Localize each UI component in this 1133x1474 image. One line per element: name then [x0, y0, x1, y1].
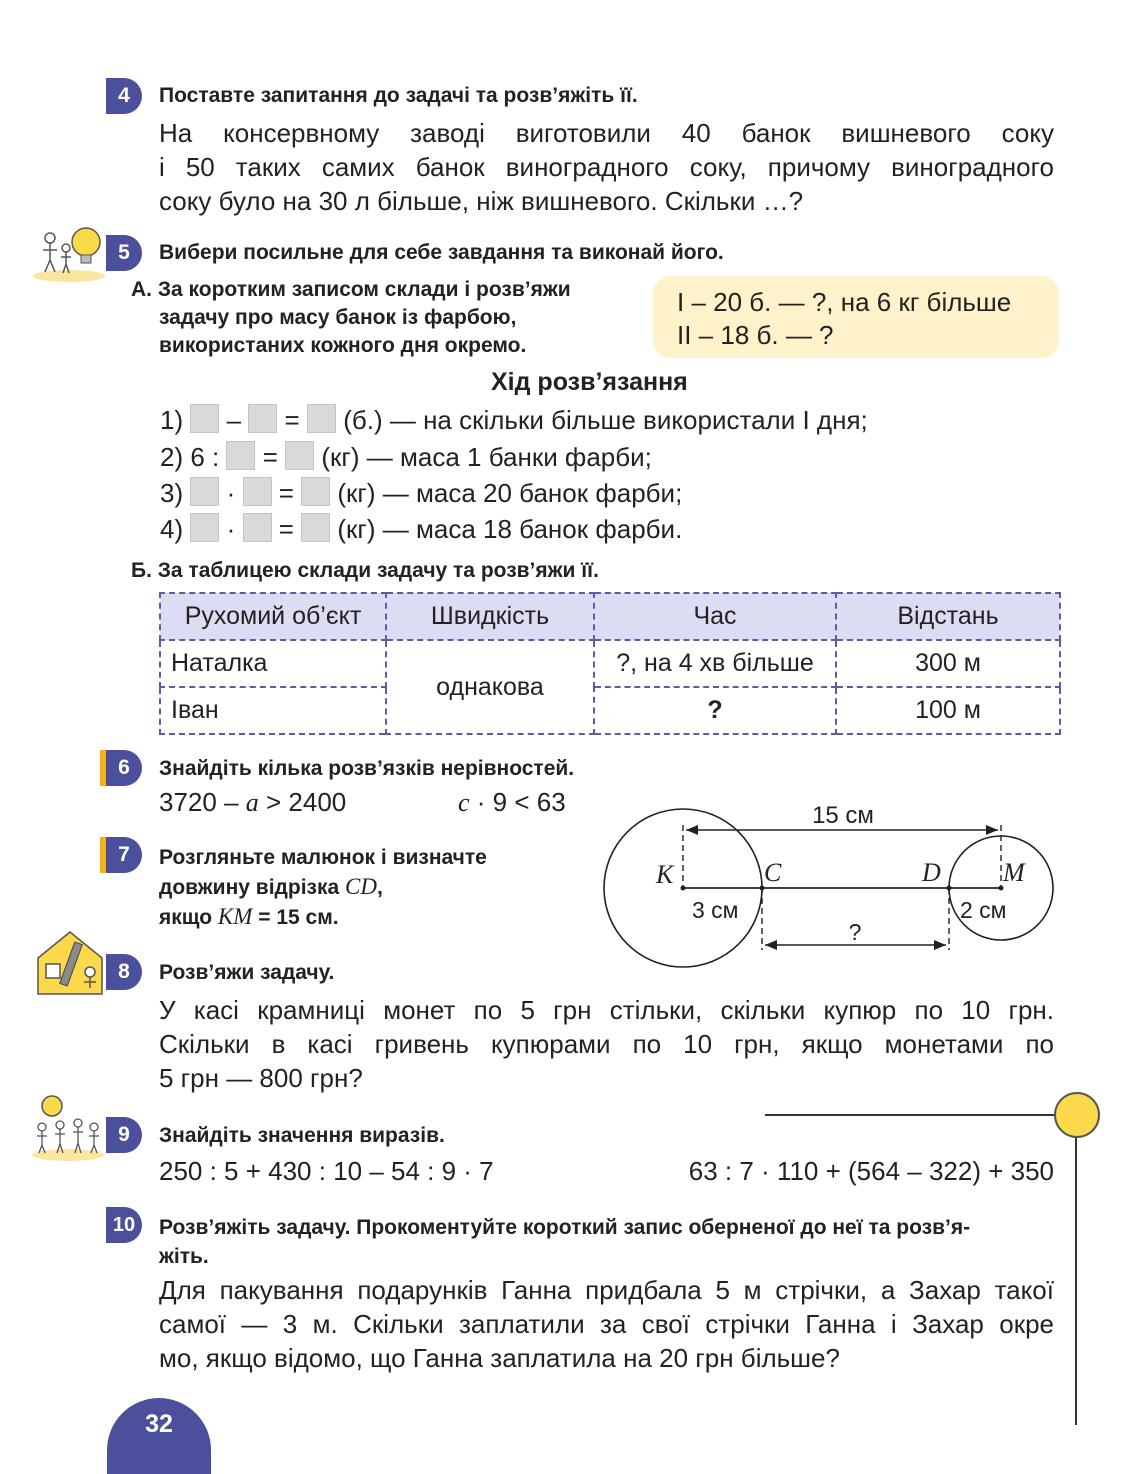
table-header-cell: Відстань: [836, 593, 1060, 640]
task-5a-instruction: [131, 276, 571, 360]
task-7-line-2: довжину відрізка CD,: [159, 874, 383, 899]
answer-box[interactable]: [307, 404, 336, 433]
table-header-cell: Швидкість: [386, 593, 594, 640]
task-number-6: 6: [106, 750, 142, 786]
task-8-text: [159, 993, 1054, 1095]
answer-box[interactable]: [190, 513, 219, 542]
task-7-line-1: Розгляньте малюнок і визначте: [159, 846, 487, 869]
solution-step-1: 1) – = (б.) — на скільки більше використали І дня;: [160, 405, 868, 435]
table-header-cell: Рухомий об’єкт: [160, 593, 386, 640]
task-number-8: 8: [106, 954, 142, 990]
table-header-cell: Час: [594, 593, 836, 640]
answer-box[interactable]: [285, 441, 314, 470]
task-number-9: 9: [106, 1117, 142, 1153]
short-record-note: [653, 276, 1059, 358]
task-10-line-3: мо, якщо відомо, що Ганна заплатила на 20 грн більше?: [159, 1343, 840, 1373]
table-row: [160, 640, 1060, 687]
table-row: [160, 687, 1060, 734]
task-5-instruction: Вибери посильне для себе завдання та виконай його.: [159, 241, 724, 264]
task-number-7: 7: [106, 837, 142, 873]
decorative-vertical-line: [1075, 1135, 1077, 1425]
table-header-row: [160, 593, 1060, 640]
page-number: 32: [107, 1398, 211, 1474]
answer-box[interactable]: [190, 404, 219, 433]
task-7-instruction: [159, 843, 487, 932]
task-10-instr-line-1: Розв’яжіть задачу. Прокоментуйте короткий запис оберненої до неї та розв’я-: [159, 1216, 971, 1239]
unknown-cd-label: ?: [848, 919, 862, 945]
radius-3cm-label: 3 см: [692, 897, 739, 923]
task-10-line-2: самої — 3 м. Скільки заплатили за свої стрічки Ганна і Захар окре: [159, 1309, 1054, 1339]
task-number-4: 4: [106, 78, 142, 114]
task-number-5: 5: [106, 235, 142, 271]
task-6-instruction: Знайдіть кілька розв’язків нерівностей.: [159, 757, 575, 780]
point-c-label: C: [764, 858, 782, 887]
figure-label-15cm: 15 см: [812, 802, 874, 829]
task-4-text: [159, 116, 1054, 218]
lightbulb-people-icon: [30, 222, 108, 284]
short-record-line-1: І – 20 б. — ?, на 6 кг більше: [677, 287, 1012, 317]
solution-title: Хід розв’язання: [491, 368, 688, 396]
inequality-2: c · 9 < 63: [458, 787, 566, 817]
table-cell: 100 м: [836, 687, 1060, 734]
circles-figure: [598, 795, 1068, 975]
task-10-instruction: [159, 1213, 1054, 1271]
task-5a-line-2: задачу про масу банок із фарбою,: [159, 306, 517, 329]
task-4-line-3: соку було на 30 л більше, ніж вишневого. Скільки …?: [159, 186, 804, 216]
task-8-line-3: 5 грн — 800 грн?: [159, 1063, 363, 1093]
task-9-instruction: Знайдіть значення виразів.: [159, 1124, 445, 1147]
solution-step-2: 2) 6 : = (кг) — маса 1 банки фарби;: [160, 442, 652, 472]
solution-step-3: 3) · = (кг) — маса 20 банок фарби;: [160, 478, 683, 508]
task-5a-line-1: А. За коротким записом склади і розв’яжи: [131, 278, 571, 301]
motion-table: [159, 592, 1061, 735]
decorative-line: [765, 1114, 1057, 1116]
task-7-line-3: якщо KM = 15 см.: [159, 904, 339, 929]
table-cell: Іван: [160, 687, 386, 734]
inequality-1: 3720 – a > 2400: [159, 787, 347, 817]
answer-box[interactable]: [243, 477, 272, 506]
task-8-line-2: Скільки в касі гривень купюрами по 10 грн, якщо монетами по: [159, 1029, 1054, 1059]
table-cell: однакова: [386, 640, 594, 734]
task-10-instr-line-2: жіть.: [159, 1245, 209, 1268]
answer-box[interactable]: [301, 513, 330, 542]
solution-step-4: 4) · = (кг) — маса 18 банок фарби.: [160, 514, 683, 544]
answer-box[interactable]: [190, 477, 219, 506]
answer-box[interactable]: [248, 404, 277, 433]
radius-2cm-label: 2 см: [960, 897, 1007, 923]
expression-2: 63 : 7 · 110 + (564 – 322) + 350: [688, 1156, 1054, 1186]
task-number-10: 10: [106, 1207, 142, 1243]
answer-box[interactable]: [243, 513, 272, 542]
answer-box[interactable]: [226, 441, 255, 470]
point-m-label: M: [1003, 858, 1025, 887]
lightbulb-group-icon: [30, 1093, 106, 1163]
table-cell: 300 м: [836, 640, 1060, 687]
table-cell: ?: [594, 687, 836, 734]
table-cell: ?, на 4 хв більше: [594, 640, 836, 687]
house-pencil-icon: [34, 928, 108, 996]
table-cell: Наталка: [160, 640, 386, 687]
task-4-line-2: і 50 таких самих банок виноградного соку, причому виноградного: [159, 152, 1054, 182]
task-10-text: [159, 1273, 1054, 1375]
short-record-line-2: ІІ – 18 б. — ?: [677, 320, 834, 350]
task-5b-instruction: Б. За таблицею склади задачу та розв’яжи її.: [131, 559, 599, 582]
task-8-instruction: Розв’яжи задачу.: [159, 961, 335, 984]
yellow-ball: [1054, 1092, 1100, 1138]
task-5a-line-3: використаних кожного дня окремо.: [159, 334, 527, 357]
point-d-label: D: [922, 858, 941, 887]
task-8-line-1: У касі крамниці монет по 5 грн стільки, скільки купюр по 10 грн.: [159, 995, 1054, 1025]
expression-1: 250 : 5 + 430 : 10 – 54 : 9 · 7: [159, 1156, 494, 1186]
task-4-line-1: На консервному заводі виготовили 40 банок вишневого соку: [159, 118, 1054, 148]
answer-box[interactable]: [301, 477, 330, 506]
task-4-instruction: Поставте запитання до задачі та розв’яжіть її.: [159, 84, 638, 107]
task-10-line-1: Для пакування подарунків Ганна придбала 5 м стрічки, а Захар такої: [159, 1275, 1054, 1305]
point-k-label: K: [656, 860, 674, 889]
